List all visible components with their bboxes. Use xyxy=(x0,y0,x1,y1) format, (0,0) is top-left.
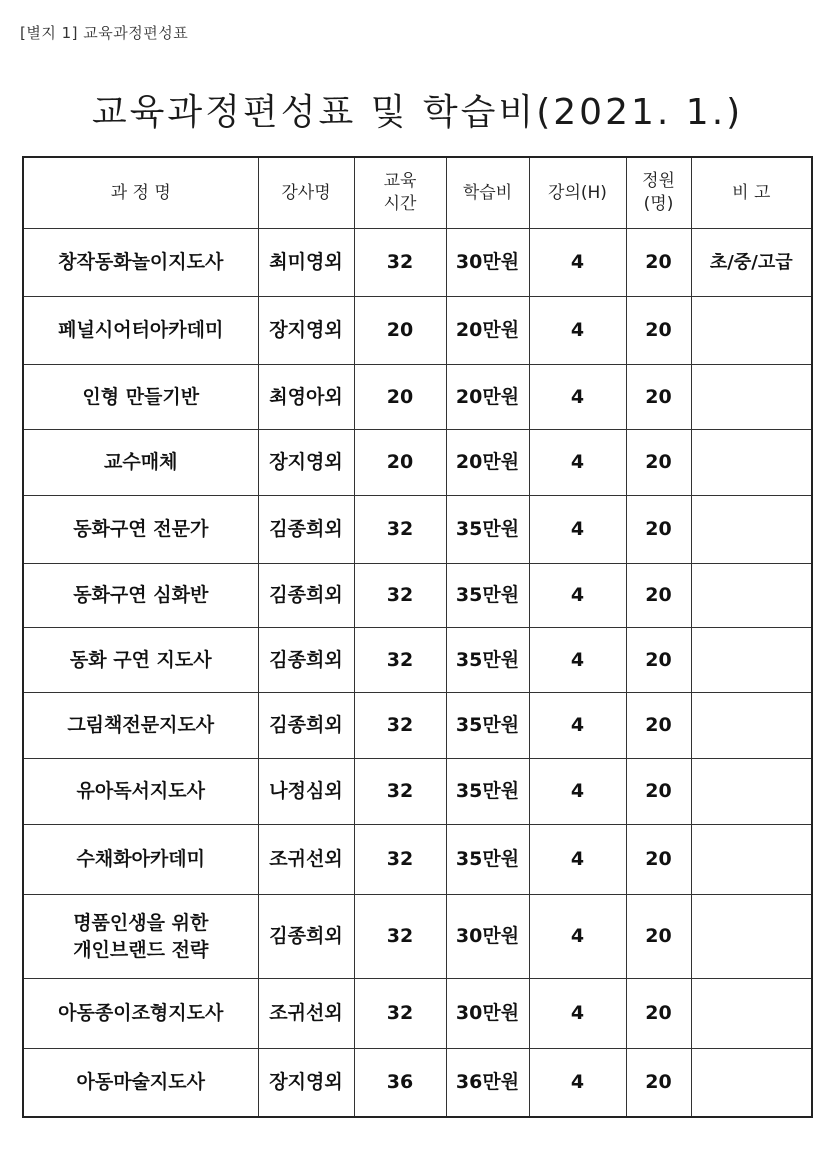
remarks-value xyxy=(691,564,812,628)
lectures-value: 4 xyxy=(529,693,626,759)
capacity-value: 20 xyxy=(626,825,691,895)
instructor-name: 김종희외 xyxy=(258,895,354,979)
lectures-value: 4 xyxy=(529,825,626,895)
capacity-value: 20 xyxy=(626,628,691,693)
table-row xyxy=(23,825,812,895)
header-hours-line1: 교육 xyxy=(383,171,417,192)
lectures-value: 4 xyxy=(529,895,626,979)
lectures-value: 4 xyxy=(529,297,626,365)
hours-value: 32 xyxy=(354,628,446,693)
lectures-value: 4 xyxy=(529,229,626,297)
instructor-name: 최영아외 xyxy=(258,365,354,430)
lectures-value: 4 xyxy=(529,628,626,693)
lectures-value: 4 xyxy=(529,496,626,564)
fee-value: 36만원 xyxy=(446,1049,529,1117)
capacity-value: 20 xyxy=(626,564,691,628)
course-name: 아동종이조형지도사 xyxy=(23,979,258,1049)
instructor-name: 김종희외 xyxy=(258,628,354,693)
course-name: 유아독서지도사 xyxy=(23,759,258,825)
remarks-value xyxy=(691,1049,812,1117)
course-name: 교수매체 xyxy=(23,430,258,496)
remarks-value xyxy=(691,979,812,1049)
fee-value: 30만원 xyxy=(446,895,529,979)
fee-value: 35만원 xyxy=(446,693,529,759)
header-instructor: 강사명 xyxy=(258,157,354,229)
lectures-value: 4 xyxy=(529,430,626,496)
capacity-value: 20 xyxy=(626,759,691,825)
header-capacity-line1: 정원 xyxy=(642,171,675,192)
header-fee: 학습비 xyxy=(446,157,529,229)
table-row xyxy=(23,628,812,693)
header-remarks: 비 고 xyxy=(691,157,812,229)
remarks-value xyxy=(691,430,812,496)
course-name: 동화구연 전문가 xyxy=(23,496,258,564)
table-row xyxy=(23,979,812,1049)
capacity-value: 20 xyxy=(626,895,691,979)
instructor-name: 최미영외 xyxy=(258,229,354,297)
hours-value: 32 xyxy=(354,564,446,628)
header-lectures: 강의(H) xyxy=(529,157,626,229)
instructor-name: 장지영외 xyxy=(258,297,354,365)
capacity-value: 20 xyxy=(626,496,691,564)
course-name: 창작동화놀이지도사 xyxy=(23,229,258,297)
capacity-value: 20 xyxy=(626,1049,691,1117)
table-row xyxy=(23,564,812,628)
annex-label: [별지 1] 교육과정편성표 xyxy=(20,24,189,42)
course-name: 페널시어터아카데미 xyxy=(23,297,258,365)
course-name-line2: 개인브랜드 전략 xyxy=(73,938,209,961)
remarks-value xyxy=(691,496,812,564)
curriculum-table xyxy=(22,156,813,1118)
instructor-name: 김종희외 xyxy=(258,693,354,759)
table-row xyxy=(23,1049,812,1117)
fee-value: 20만원 xyxy=(446,297,529,365)
remarks-value xyxy=(691,759,812,825)
header-hours xyxy=(354,157,446,229)
hours-value: 32 xyxy=(354,229,446,297)
header-hours-line2: 시간 xyxy=(383,194,417,214)
remarks-value xyxy=(691,628,812,693)
course-name: 인형 만들기반 xyxy=(23,365,258,430)
table-row xyxy=(23,297,812,365)
instructor-name: 장지영외 xyxy=(258,1049,354,1117)
hours-value: 32 xyxy=(354,496,446,564)
course-name xyxy=(23,895,258,979)
table-row xyxy=(23,693,812,759)
hours-value: 20 xyxy=(354,365,446,430)
table-row xyxy=(23,496,812,564)
hours-value: 32 xyxy=(354,825,446,895)
remarks-value xyxy=(691,297,812,365)
course-name: 동화 구연 지도사 xyxy=(23,628,258,693)
hours-value: 32 xyxy=(354,693,446,759)
lectures-value: 4 xyxy=(529,979,626,1049)
instructor-name: 조귀선외 xyxy=(258,979,354,1049)
table-row xyxy=(23,430,812,496)
table-row xyxy=(23,895,812,979)
capacity-value: 20 xyxy=(626,229,691,297)
fee-value: 35만원 xyxy=(446,564,529,628)
hours-value: 32 xyxy=(354,895,446,979)
hours-value: 20 xyxy=(354,430,446,496)
capacity-value: 20 xyxy=(626,365,691,430)
fee-value: 35만원 xyxy=(446,628,529,693)
course-name: 동화구연 심화반 xyxy=(23,564,258,628)
remarks-value xyxy=(691,895,812,979)
table-row xyxy=(23,229,812,297)
table-row xyxy=(23,365,812,430)
course-name: 그림책전문지도사 xyxy=(23,693,258,759)
hours-value: 32 xyxy=(354,759,446,825)
course-name: 아동마술지도사 xyxy=(23,1049,258,1117)
remarks-value: 초/중/고급 xyxy=(691,229,812,297)
lectures-value: 4 xyxy=(529,1049,626,1117)
fee-value: 30만원 xyxy=(446,229,529,297)
remarks-value xyxy=(691,365,812,430)
fee-value: 35만원 xyxy=(446,496,529,564)
fee-value: 30만원 xyxy=(446,979,529,1049)
instructor-name: 조귀선외 xyxy=(258,825,354,895)
fee-value: 20만원 xyxy=(446,430,529,496)
capacity-value: 20 xyxy=(626,297,691,365)
header-capacity xyxy=(626,157,691,229)
capacity-value: 20 xyxy=(626,979,691,1049)
instructor-name: 장지영외 xyxy=(258,430,354,496)
table-header-row xyxy=(23,157,812,229)
instructor-name: 김종희외 xyxy=(258,564,354,628)
capacity-value: 20 xyxy=(626,430,691,496)
header-course: 과 정 명 xyxy=(23,157,258,229)
lectures-value: 4 xyxy=(529,365,626,430)
instructor-name: 김종희외 xyxy=(258,496,354,564)
course-name-line1: 명품인생을 위한 xyxy=(73,911,209,934)
table-row xyxy=(23,759,812,825)
lectures-value: 4 xyxy=(529,759,626,825)
fee-value: 20만원 xyxy=(446,365,529,430)
header-capacity-line2: (명) xyxy=(643,194,674,214)
fee-value: 35만원 xyxy=(446,825,529,895)
hours-value: 20 xyxy=(354,297,446,365)
remarks-value xyxy=(691,693,812,759)
lectures-value: 4 xyxy=(529,564,626,628)
hours-value: 32 xyxy=(354,979,446,1049)
course-name: 수채화아카데미 xyxy=(23,825,258,895)
remarks-value xyxy=(691,825,812,895)
hours-value: 36 xyxy=(354,1049,446,1117)
fee-value: 35만원 xyxy=(446,759,529,825)
instructor-name: 나정심외 xyxy=(258,759,354,825)
page-title: 교육과정편성표 및 학습비(2021. 1.) xyxy=(91,92,744,133)
capacity-value: 20 xyxy=(626,693,691,759)
